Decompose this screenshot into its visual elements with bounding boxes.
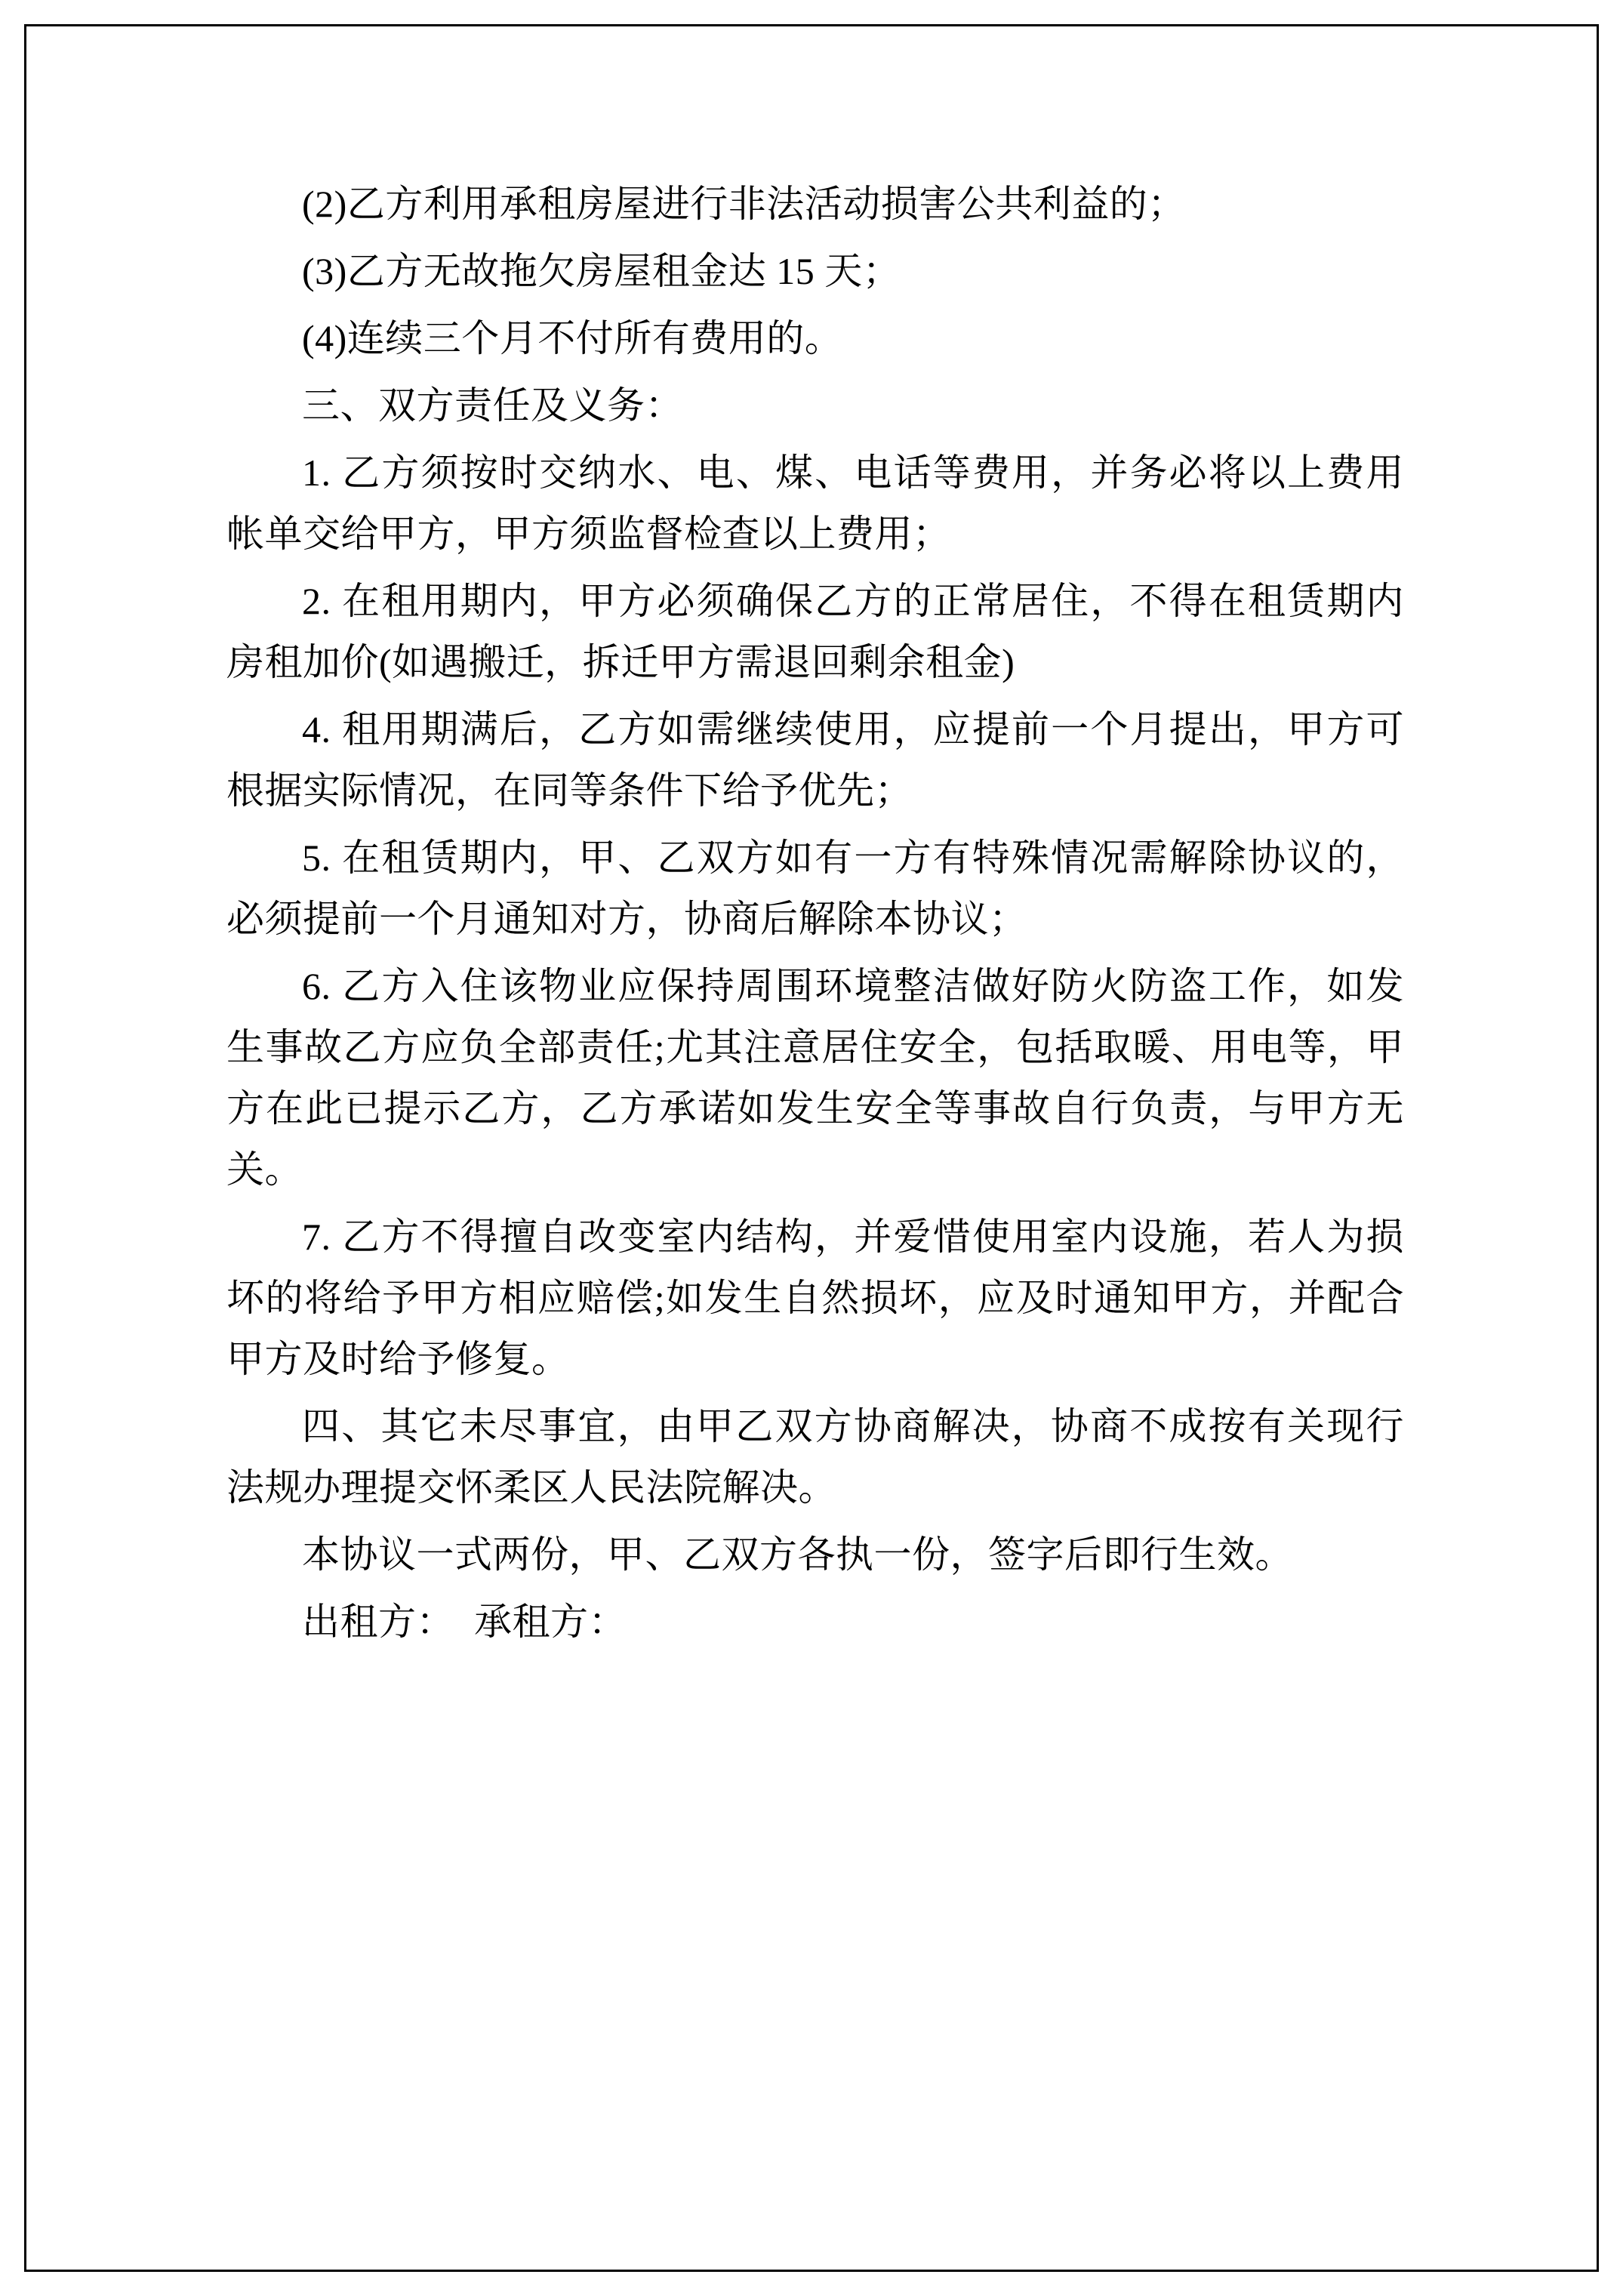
paragraph: 四、其它未尽事宜，由甲乙双方协商解决，协商不成按有关现行法规办理提交怀柔区人民法院解决。: [226, 1405, 1404, 1509]
paragraph: 2. 在租用期内，甲方必须确保乙方的正常居住，不得在租赁期内房租加价(如遇搬迁，拆迁甲方需退回剩余租金): [226, 580, 1404, 683]
paragraph: 1. 乙方须按时交纳水、电、煤、电话等费用，并务必将以上费用帐单交给甲方，甲方须监督检查以上费用；: [226, 451, 1404, 555]
paragraph: 4. 租用期满后，乙方如需继续使用，应提前一个月提出，甲方可根据实际情况，在同等条件下给予优先；: [226, 708, 1404, 812]
paragraph: (2)乙方利用承租房屋进行非法活动损害公共利益的；: [302, 183, 1186, 225]
paragraph: 本协议一式两份，甲、乙双方各执一份，签字后即行生效。: [302, 1533, 1293, 1576]
paragraph: 7. 乙方不得擅自改变室内结构，并爱惜使用室内设施，若人为损坏的将给予甲方相应赔偿;如发生自然损坏，应及时通知甲方，并配合甲方及时给予修复。: [226, 1216, 1404, 1380]
section-heading: 三、双方责任及义务：: [302, 384, 683, 427]
paragraph: 5. 在租赁期内，甲、乙双方如有一方有特殊情况需解除协议的，必须提前一个月通知对方，协商后解除本协议；: [226, 837, 1404, 940]
paragraph: (4)连续三个月不付所有费用的。: [302, 317, 843, 359]
paragraph: (3)乙方无故拖欠房屋租金达 15 天；: [302, 250, 901, 292]
signature-line: 出租方： 承租方：: [302, 1601, 627, 1643]
paragraph: 6. 乙方入住该物业应保持周围环境整洁做好防火防盗工作，如发生事故乙方应负全部责任;尤其注意居住安全，包括取暖、用电等，甲方在此已提示乙方，乙方承诺如发生安全等事故自行负责，与甲方无关。: [226, 965, 1404, 1191]
document-body: [226, 174, 1404, 1659]
